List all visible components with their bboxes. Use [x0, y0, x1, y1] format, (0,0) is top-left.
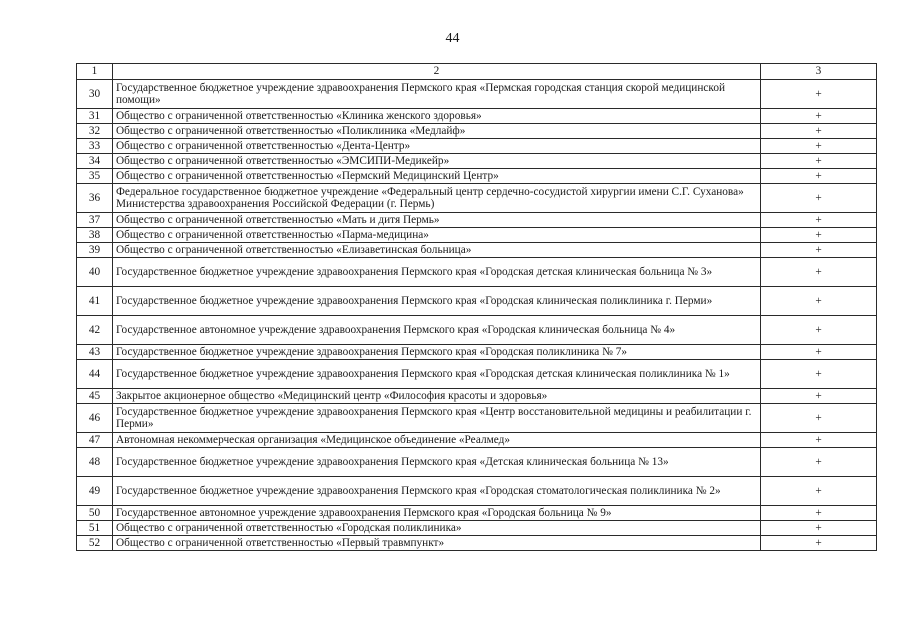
organization-name-cell: Государственное бюджетное учреждение здравоохранения Пермского края «Городская поликлиника № 7»: [113, 345, 761, 360]
table-row: [77, 243, 877, 258]
mark-cell: +: [761, 228, 877, 243]
table-row: [77, 154, 877, 169]
row-number-cell: 51: [77, 521, 113, 536]
organization-name-cell: Общество с ограниченной ответственностью «Городская поликлиника»: [113, 521, 761, 536]
row-number-cell: 45: [77, 389, 113, 404]
organization-name-cell: Автономная некоммерческая организация «Медицинское объединение «Реалмед»: [113, 433, 761, 448]
mark-cell: +: [761, 287, 877, 316]
mark-cell: +: [761, 536, 877, 551]
table-row: [77, 109, 877, 124]
mark-cell: +: [761, 124, 877, 139]
organization-name-cell: Государственное бюджетное учреждение здравоохранения Пермского края «Городская детская клиническая больница № 3»: [113, 258, 761, 287]
mark-cell: +: [761, 448, 877, 477]
table-row: [77, 360, 877, 389]
mark-cell: +: [761, 389, 877, 404]
row-number-cell: 42: [77, 316, 113, 345]
row-number-cell: 40: [77, 258, 113, 287]
table-row: [77, 506, 877, 521]
table-row: [77, 124, 877, 139]
table-row: [77, 80, 877, 109]
table-row: [77, 139, 877, 154]
mark-cell: +: [761, 506, 877, 521]
organization-name-cell: Государственное бюджетное учреждение здравоохранения Пермского края «Городская детская клиническая поликлиника № 1»: [113, 360, 761, 389]
mark-cell: +: [761, 139, 877, 154]
organization-name-cell: Государственное бюджетное учреждение здравоохранения Пермского края «Городская клиническая поликлиника г. Перми»: [113, 287, 761, 316]
organization-name-cell: Государственное бюджетное учреждение здравоохранения Пермского края «Пермская городская станция скорой медицинской помощи»: [113, 80, 761, 109]
mark-cell: +: [761, 316, 877, 345]
table-row: [77, 258, 877, 287]
organization-name-cell: Общество с ограниченной ответственностью «Первый травмпункт»: [113, 536, 761, 551]
mark-cell: +: [761, 433, 877, 448]
table-body: [77, 64, 877, 551]
row-number-cell: 46: [77, 404, 113, 433]
row-number-cell: 38: [77, 228, 113, 243]
row-number-cell: 52: [77, 536, 113, 551]
organization-name-cell: Государственное бюджетное учреждение здравоохранения Пермского края «Городская стоматологическая поликлиника № 2»: [113, 477, 761, 506]
table-row: [77, 433, 877, 448]
page-number: 44: [445, 31, 460, 46]
row-number-cell: 44: [77, 360, 113, 389]
organization-name-cell: Общество с ограниченной ответственностью «ЭМСИПИ-Медикейр»: [113, 154, 761, 169]
table-header-row: [77, 64, 877, 80]
organizations-table: [76, 63, 877, 551]
organization-name-cell: Государственное автономное учреждение здравоохранения Пермского края «Городская клиническая больница № 4»: [113, 316, 761, 345]
table-row: [77, 389, 877, 404]
header-col-2: 2: [113, 64, 761, 80]
mark-cell: +: [761, 243, 877, 258]
row-number-cell: 34: [77, 154, 113, 169]
organization-name-cell: Федеральное государственное бюджетное учреждение «Федеральный центр сердечно-сосудистой хирургии имени С.Г. Суханова» Министерства здравоохранения Российской Федерации (г. Пермь): [113, 184, 761, 213]
mark-cell: +: [761, 404, 877, 433]
mark-cell: +: [761, 80, 877, 109]
row-number-cell: 39: [77, 243, 113, 258]
organization-name-cell: Общество с ограниченной ответственностью «Мать и дитя Пермь»: [113, 213, 761, 228]
organization-name-cell: Общество с ограниченной ответственностью «Дента-Центр»: [113, 139, 761, 154]
mark-cell: +: [761, 258, 877, 287]
row-number-cell: 30: [77, 80, 113, 109]
organization-name-cell: Общество с ограниченной ответственностью «Парма-медицина»: [113, 228, 761, 243]
table-row: [77, 287, 877, 316]
organization-name-cell: Общество с ограниченной ответственностью «Пермский Медицинский Центр»: [113, 169, 761, 184]
header-col-3: 3: [761, 64, 877, 80]
mark-cell: +: [761, 521, 877, 536]
row-number-cell: 43: [77, 345, 113, 360]
mark-cell: +: [761, 184, 877, 213]
table-row: [77, 213, 877, 228]
table-row: [77, 477, 877, 506]
row-number-cell: 35: [77, 169, 113, 184]
mark-cell: +: [761, 345, 877, 360]
table-row: [77, 184, 877, 213]
row-number-cell: 41: [77, 287, 113, 316]
organization-name-cell: Государственное бюджетное учреждение здравоохранения Пермского края «Детская клиническая больница № 13»: [113, 448, 761, 477]
row-number-cell: 47: [77, 433, 113, 448]
organization-name-cell: Государственное автономное учреждение здравоохранения Пермского края «Городская больница № 9»: [113, 506, 761, 521]
row-number-cell: 48: [77, 448, 113, 477]
table-row: [77, 536, 877, 551]
table-row: [77, 345, 877, 360]
mark-cell: +: [761, 109, 877, 124]
table-row: [77, 228, 877, 243]
row-number-cell: 32: [77, 124, 113, 139]
mark-cell: +: [761, 154, 877, 169]
mark-cell: +: [761, 213, 877, 228]
row-number-cell: 37: [77, 213, 113, 228]
table-row: [77, 521, 877, 536]
mark-cell: +: [761, 169, 877, 184]
mark-cell: +: [761, 477, 877, 506]
row-number-cell: 50: [77, 506, 113, 521]
organization-name-cell: Общество с ограниченной ответственностью «Елизаветинская больница»: [113, 243, 761, 258]
table-row: [77, 448, 877, 477]
organization-name-cell: Закрытое акционерное общество «Медицинский центр «Философия красоты и здоровья»: [113, 389, 761, 404]
table-row: [77, 316, 877, 345]
table-row: [77, 169, 877, 184]
mark-cell: +: [761, 360, 877, 389]
row-number-cell: 31: [77, 109, 113, 124]
organization-name-cell: Государственное бюджетное учреждение здравоохранения Пермского края «Центр восстановительной медицины и реабилитации г. Перми»: [113, 404, 761, 433]
organization-name-cell: Общество с ограниченной ответственностью «Клиника женского здоровья»: [113, 109, 761, 124]
row-number-cell: 36: [77, 184, 113, 213]
header-col-1: 1: [77, 64, 113, 80]
organization-name-cell: Общество с ограниченной ответственностью «Поликлиника «Медлайф»: [113, 124, 761, 139]
row-number-cell: 49: [77, 477, 113, 506]
table-row: [77, 404, 877, 433]
row-number-cell: 33: [77, 139, 113, 154]
